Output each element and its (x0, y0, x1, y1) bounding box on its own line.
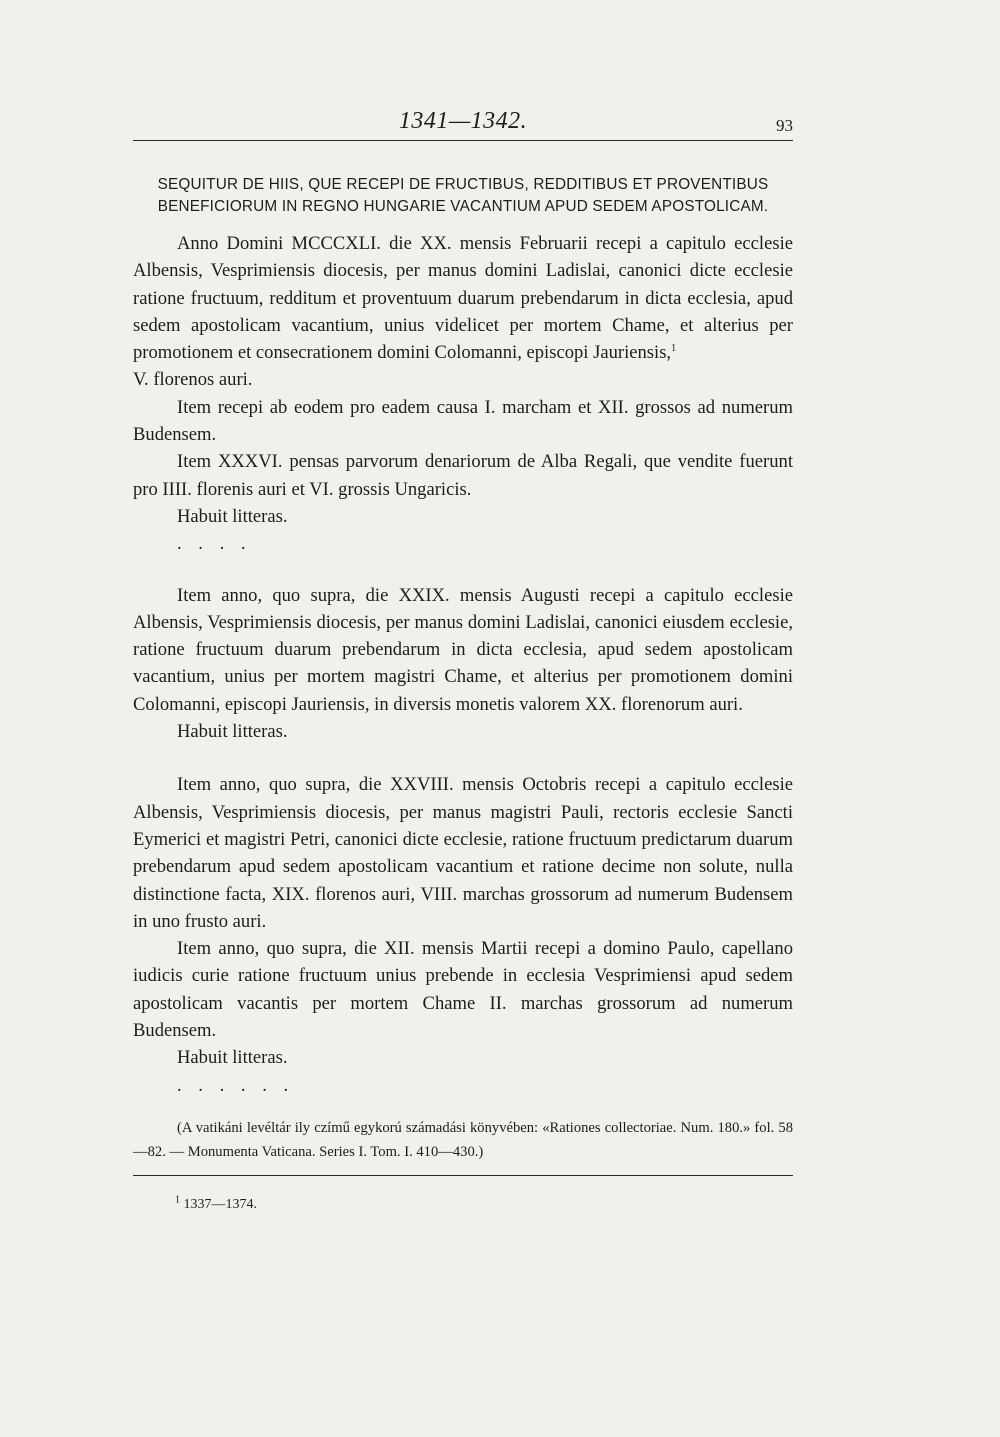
entry-paragraph: Item XXXVI. pensas parvorum denariorum de Alba Regali, que vendite fuerunt pro IIII. florenis auri et VI. grossis Ungaricis. (133, 451, 793, 500)
spacer (133, 558, 793, 582)
footnote-marker: 1 (175, 1194, 180, 1206)
omission-dots: . . . . (177, 533, 252, 555)
receipt-note: Habuit litteras. (177, 505, 288, 527)
entry-paragraph: Item anno, quo supra, die XII. mensis Martii recepi a domino Paulo, capellano iudicis curie ratione fructuum unius prebende in ecclesia Vesprimiensi apud sedem apostolicam vacantis per mortem Chame II. marchas grossorum ad numerum Budensem. (133, 938, 793, 1042)
entry-paragraph (133, 230, 793, 394)
running-head (133, 108, 793, 144)
entry-text-end: V. florenos auri. (133, 369, 253, 391)
heading-line-2: BENEFICIORUM IN REGNO HUNGARIE VACANTIUM APUD SEDEM APOSTOLICAM. (157, 198, 769, 215)
entry-paragraph: Item recepi ab eodem pro eadem causa I. marcham et XII. grossos ad numerum Budensem. (133, 396, 793, 446)
footnote-ref: 1 (671, 343, 677, 354)
running-title: 1341—1342. (398, 108, 528, 134)
omission-dots: . . . . . . (177, 1074, 295, 1096)
section-heading (133, 174, 793, 218)
footnote (175, 1194, 257, 1213)
footnote-text: 1337—1374. (183, 1197, 257, 1212)
entry-paragraph: Item anno, quo supra, die XXVIII. mensis Octobris recepi a capitulo ecclesie Albensis, Vesprimiensis diocesis, per manus magistri Pauli, rectoris ecclesie Sancti Eymerici et magistri Petri, canonici dicte ecclesie, ratione fructuum predictarum duarum prebendarum apud sedem apostolicam vacantium et ratione decime non solute, nulla distinctione facta, XIX. florenos auri, VIII. marchas grossorum ad numerum Budensem in uno frusto auri. (133, 774, 793, 932)
header-rule (133, 140, 793, 141)
receipt-note: Habuit litteras. (177, 721, 288, 743)
body-text (133, 230, 793, 1099)
heading-line-1: SEQUITUR DE HIIS, QUE RECEPI DE FRUCTIBUS, REDDITIBUS ET PROVENTIBUS (157, 176, 769, 193)
entry-text: Anno Domini MCCCXLI. die XX. mensis Februarii recepi a capitulo ecclesie Albensis, Vesprimiensis diocesis, per manus domini Ladislai, canonici dicte ecclesie ratione fructuum, redditum et proventuum duarum prebendarum in dicta ecclesia, apud sedem apostolicam vacantium, unius videlicet per mortem Chame, et alterius per promotionem et consecrationem domini Colomanni, episcopi Jauriensis, (133, 233, 793, 364)
receipt-note: Habuit litteras. (177, 1047, 288, 1069)
entry-paragraph: Item anno, quo supra, die XXIX. mensis Augusti recepi a capitulo ecclesie Albensis, Vesprimiensis diocesis, per manus domini Ladislai, canonici eiusdem ecclesie, ratione fructuum duarum prebendarum in dicta ecclesia, apud sedem apostolicam vacantium, unius per mortem magistri Chame, et alterius per promotionem domini Colomanni, episcopi Jauriensis, in diversis monetis valorem XX. florenorum auri. (133, 584, 793, 715)
source-note: (A vatikáni levéltár ily czímű egykorú számadási könyvében: «Rationes collectoriae. Num. 180.» fol. 58—82. — Monumenta Vaticana. Series I. Tom. I. 410—430.) (133, 1120, 793, 1160)
spacer (133, 745, 793, 771)
page-number: 93 (776, 116, 793, 135)
footnote-rule (133, 1175, 793, 1176)
